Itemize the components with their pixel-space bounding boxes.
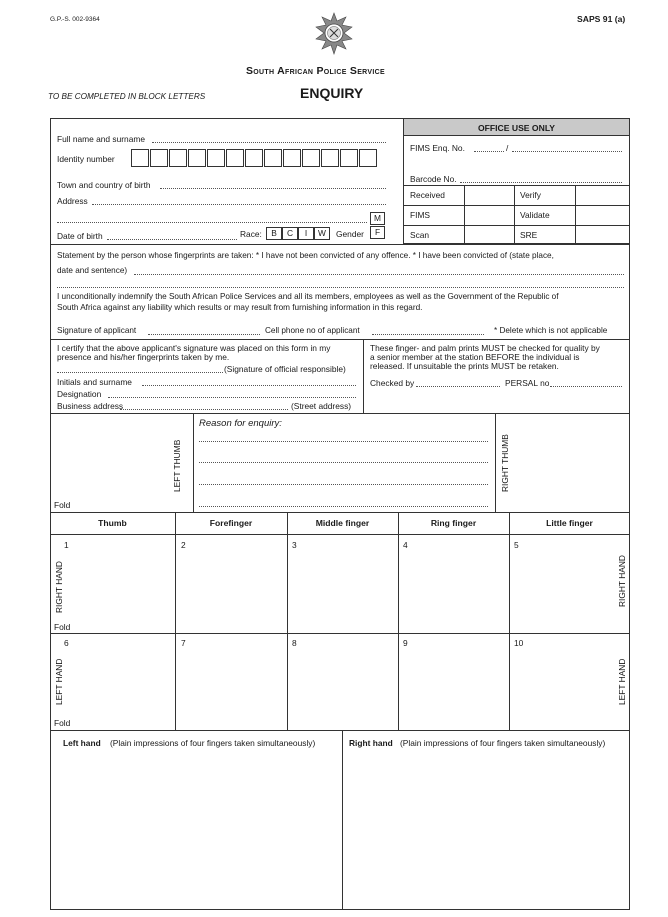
- fold-label-1: Fold: [54, 500, 71, 510]
- business-address-field[interactable]: [120, 409, 288, 410]
- certify-line-1: I certify that the above applicant's signature was placed on this form in my: [57, 343, 331, 353]
- finger-header-top-line: [50, 512, 630, 513]
- finger-number-9: 9: [403, 638, 408, 648]
- initials-label: Initials and surname: [57, 377, 132, 387]
- finger-number-1: 1: [64, 540, 69, 550]
- finger-col-1: [175, 512, 176, 730]
- initials-field[interactable]: [142, 385, 356, 386]
- checked-by-field[interactable]: [416, 386, 500, 387]
- finger-header-bottom-line: [50, 534, 630, 535]
- office-use-title: OFFICE USE ONLY: [477, 123, 556, 133]
- right-hand-label-left: RIGHT HAND: [54, 561, 64, 613]
- statement-line-1: Statement by the person whose fingerprints are taken: * I have not been convicted of any offence. * I have been convicted of (state place,: [57, 251, 554, 260]
- finger-col-3: [398, 512, 399, 730]
- gender-option-m[interactable]: M: [370, 212, 385, 225]
- finger-number-7: 7: [181, 638, 186, 648]
- finger-row-divider: [50, 633, 630, 634]
- finger-header-middle: Middle finger: [315, 518, 370, 528]
- reason-right-divider: [495, 413, 496, 512]
- fims-enq-label: FIMS Enq. No.: [410, 143, 465, 153]
- statement-line-2: date and sentence): [57, 266, 128, 275]
- reason-field-3[interactable]: [199, 484, 488, 485]
- certify-top-line: [50, 339, 630, 340]
- persal-label: PERSAL no: [505, 378, 550, 388]
- finger-number-2: 2: [181, 540, 186, 550]
- address-label: Address: [57, 196, 88, 206]
- indemnity-line-2: South Africa against any liability which results or may result from furnishing information in this regard.: [57, 303, 423, 312]
- received-label: Received: [410, 190, 445, 200]
- fims-label: FIMS: [410, 210, 431, 220]
- finger-header-ring: Ring finger: [430, 518, 477, 528]
- designation-field[interactable]: [108, 397, 356, 398]
- full-name-field[interactable]: [152, 142, 386, 143]
- reason-top-line: [50, 413, 630, 414]
- official-signature-label: (Signature of official responsible): [224, 364, 346, 374]
- left-hand-label-left: LEFT HAND: [54, 658, 64, 705]
- finger-header-forefinger: Forefinger: [209, 518, 253, 528]
- left-hand-plain-note: (Plain impressions of four fingers taken simultaneously): [110, 738, 316, 748]
- town-country-field[interactable]: [160, 188, 386, 189]
- business-address-label: Business address: [57, 401, 124, 411]
- agency-name: South African Police Service: [246, 65, 385, 77]
- saps-emblem-icon: [313, 12, 355, 56]
- cell-phone-field[interactable]: [372, 334, 484, 335]
- reason-label: Reason for enquiry:: [199, 418, 282, 429]
- race-option-c[interactable]: C: [282, 227, 298, 240]
- quality-line-3: released. If unsuitable the prints MUST be retaken.: [370, 361, 559, 371]
- statement-top-line: [50, 244, 630, 245]
- reason-field-1[interactable]: [199, 441, 488, 442]
- quality-line-2: a senior member at the station BEFORE the individual is: [370, 352, 580, 362]
- certify-line-2: presence and his/her fingerprints taken by me.: [57, 352, 230, 362]
- barcode-label: Barcode No.: [410, 174, 457, 184]
- office-divider-1: [403, 185, 630, 186]
- validate-label: Validate: [520, 210, 550, 220]
- office-col-2: [514, 185, 515, 244]
- scan-label: Scan: [410, 230, 430, 240]
- statement-sentence-field[interactable]: [134, 274, 624, 275]
- designation-label: Designation: [57, 389, 102, 399]
- barcode-field[interactable]: [460, 182, 622, 183]
- office-divider-2: [403, 205, 630, 206]
- left-hand-plain-title: Left hand: [63, 738, 101, 748]
- race-label: Race:: [240, 229, 262, 239]
- finger-number-4: 4: [403, 540, 408, 550]
- checked-by-label: Checked by: [370, 378, 415, 388]
- full-name-label: Full name and surname: [57, 134, 145, 144]
- fims-enq-separator: /: [506, 143, 509, 153]
- finger-header-little: Little finger: [546, 518, 593, 528]
- reason-field-4[interactable]: [199, 506, 488, 507]
- plain-divider: [342, 730, 343, 910]
- office-divider-3: [403, 225, 630, 226]
- finger-col-4: [509, 512, 510, 730]
- right-thumb-label: RIGHT THUMB: [500, 434, 510, 492]
- form-code: G.P.-S. 002-9364: [50, 16, 100, 23]
- sre-label: SRE: [520, 230, 538, 240]
- plain-top-line: [50, 730, 630, 731]
- date-of-birth-label: Date of birth: [57, 231, 103, 241]
- quality-line-1: These finger- and palm prints MUST be checked for quality by: [370, 343, 600, 353]
- fold-label-3: Fold: [54, 718, 71, 728]
- office-col-3: [575, 185, 576, 244]
- race-option-b[interactable]: B: [266, 227, 282, 240]
- fims-enq-field-1[interactable]: [474, 151, 504, 152]
- reason-field-2[interactable]: [199, 462, 488, 463]
- right-hand-plain-note: (Plain impressions of four fingers taken simultaneously): [400, 738, 606, 748]
- address-field-1[interactable]: [92, 204, 386, 205]
- finger-header-thumb: Thumb: [98, 518, 127, 528]
- applicant-signature-field[interactable]: [148, 334, 260, 335]
- fold-label-2: Fold: [54, 622, 71, 632]
- right-hand-label-right: RIGHT HAND: [617, 555, 627, 607]
- applicant-signature-label: Signature of applicant: [57, 326, 137, 335]
- identity-number-label: Identity number: [57, 154, 115, 164]
- indemnity-line-1: I unconditionally indemnify the South African Police Services and all its members, employees as well as the Government of the Republic of: [57, 292, 559, 301]
- persal-field[interactable]: [550, 386, 622, 387]
- fims-enq-field-2[interactable]: [512, 151, 622, 152]
- finger-number-5: 5: [514, 540, 519, 550]
- left-hand-label-right: LEFT HAND: [617, 658, 627, 705]
- verify-label: Verify: [520, 190, 541, 200]
- finger-col-2: [287, 512, 288, 730]
- gender-option-f[interactable]: F: [370, 226, 385, 239]
- delete-note: * Delete which is not applicable: [494, 326, 608, 335]
- finger-number-10: 10: [514, 638, 524, 648]
- block-letters-instruction: TO BE COMPLETED IN BLOCK LETTERS: [48, 92, 206, 101]
- race-option-w[interactable]: W: [314, 227, 330, 240]
- race-option-i[interactable]: I: [298, 227, 314, 240]
- statement-sentence-field-2[interactable]: [57, 287, 624, 288]
- left-thumb-label: LEFT THUMB: [172, 439, 182, 492]
- finger-number-8: 8: [292, 638, 297, 648]
- page-title: ENQUIRY: [300, 85, 364, 101]
- right-hand-plain-title: Right hand: [349, 738, 393, 748]
- reason-left-divider: [193, 413, 194, 512]
- gender-label: Gender: [336, 229, 364, 239]
- finger-number-3: 3: [292, 540, 297, 550]
- official-signature-field[interactable]: [57, 372, 223, 373]
- date-of-birth-field[interactable]: [107, 239, 237, 240]
- finger-number-6: 6: [64, 638, 69, 648]
- street-address-label: (Street address): [291, 401, 352, 411]
- office-col-1: [464, 185, 465, 244]
- address-field-2[interactable]: [57, 222, 367, 223]
- cell-phone-label: Cell phone no of applicant: [265, 326, 360, 335]
- town-country-label: Town and country of birth: [57, 180, 151, 190]
- certify-divider: [363, 339, 364, 413]
- form-number: SAPS 91 (a): [577, 14, 626, 24]
